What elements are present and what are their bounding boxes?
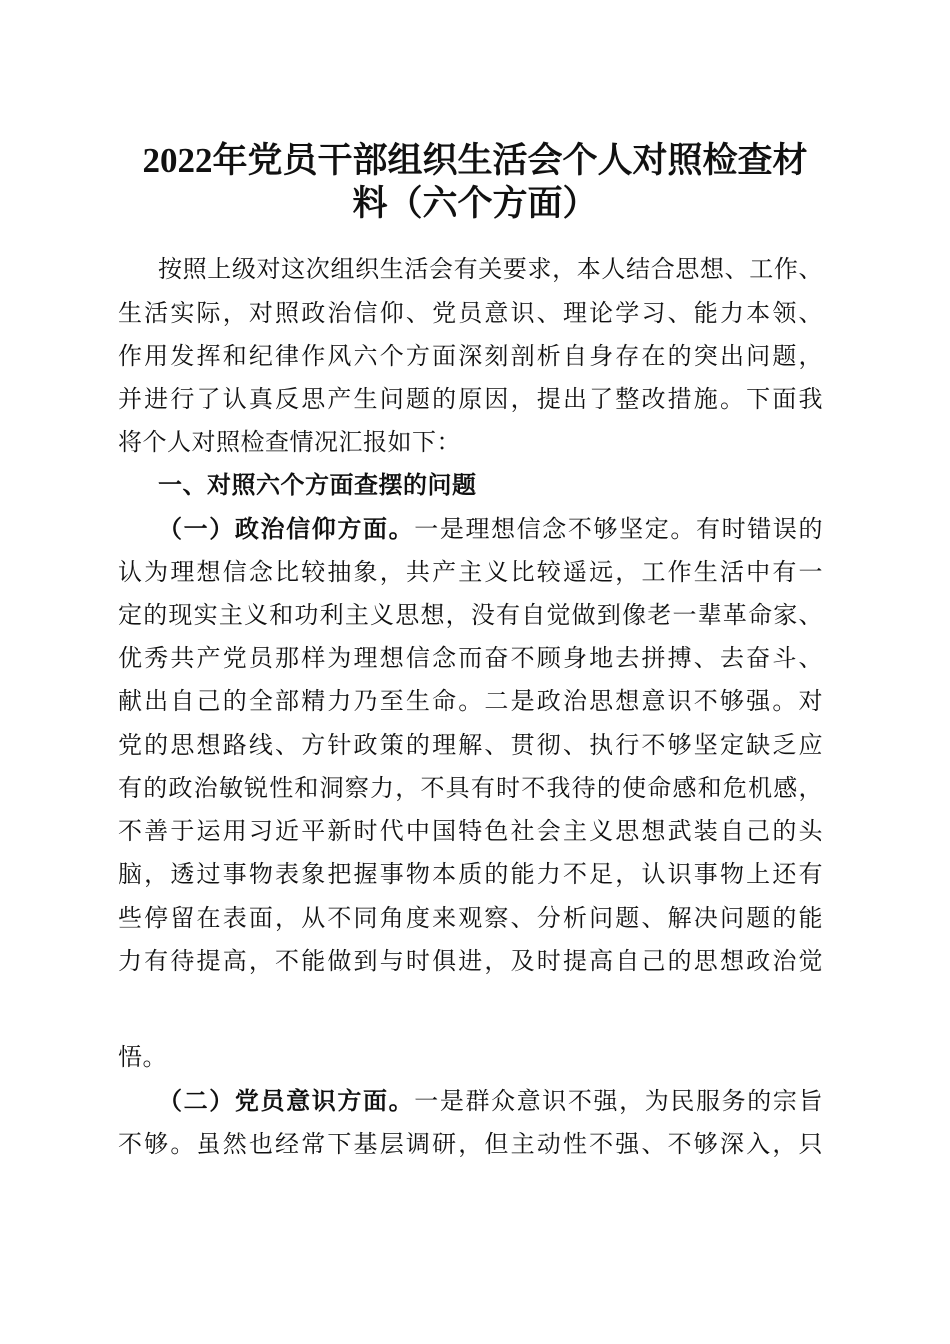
subsection-1-text: 一是理想信念不够坚定。有时错误的 [414,515,824,543]
subsection-2-first-line [158,1086,823,1116]
body-line: 认为理想信念比较抽象，共产主义比较遥远，工作生活中有一 [118,558,823,586]
body-line: 脑，透过事物表象把握事物本质的能力不足，认识事物上还有 [118,860,823,888]
intro-line: 作用发挥和纪律作风六个方面深刻剖析自身存在的突出问题， [118,342,823,370]
body-line: 献出自己的全部精力乃至生命。二是政治思想意识不够强。对 [118,687,823,715]
subsection-2-lead: （二）党员意识方面。 [158,1086,415,1115]
body-line: 定的现实主义和功利主义思想，没有自觉做到像老一辈革命家、 [118,601,823,629]
body-line: 党的思想路线、方针政策的理解、贯彻、执行不够坚定缺乏应 [118,731,823,759]
intro-line: 按照上级对这次组织生活会有关要求，本人结合思想、工作、 [158,255,823,283]
subsection-2-text: 一是群众意识不强，为民服务的宗旨 [414,1087,824,1115]
subsection-1-first-line [158,514,823,544]
intro-line: 将个人对照检查情况汇报如下： [118,428,461,456]
document-title-line-2: 料（六个方面） [352,184,598,223]
intro-line: 并进行了认真反思产生问题的原因，提出了整改措施。下面我 [118,385,823,413]
intro-line: 生活实际，对照政治信仰、党员意识、理论学习、能力本领、 [118,299,823,327]
body-line: 力有待提高，不能做到与时俱进，及时提高自己的思想政治觉 [118,947,823,975]
document-title-line-1: 2022年党员干部组织生活会个人对照检查材 [142,141,808,180]
body-line: 有的政治敏锐性和洞察力，不具有时不我待的使命感和危机感， [118,774,823,802]
body-line: 不善于运用习近平新时代中国特色社会主义思想武装自己的头 [118,817,823,845]
subsection-1-lead: （一）政治信仰方面。 [158,514,415,543]
body-line: 悟。 [118,1043,167,1071]
body-line: 些停留在表面，从不同角度来观察、分析问题、解决问题的能 [118,904,823,932]
body-line: 优秀共产党员那样为理想信念而奋不顾身地去拼搏、去奋斗、 [118,644,823,672]
body-line: 不够。虽然也经常下基层调研，但主动性不强、不够深入，只 [118,1130,823,1158]
section-heading: 一、对照六个方面查摆的问题 [158,470,477,499]
